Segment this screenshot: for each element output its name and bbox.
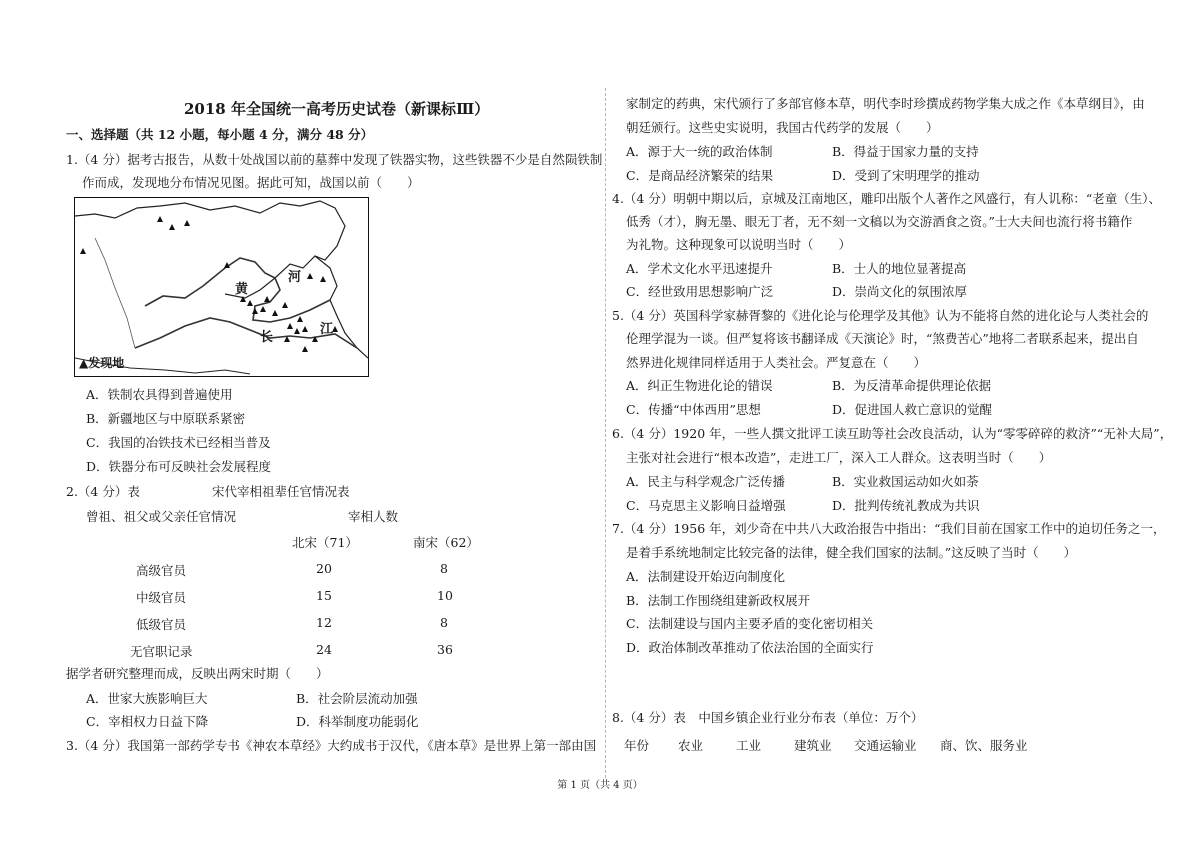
- q6-option-d: D．批判传统礼教成为共识: [832, 498, 980, 513]
- q2-option-d: D．科举制度功能弱化: [296, 714, 419, 729]
- q2-col-south: 南宋（62）: [413, 535, 479, 550]
- q2-after-text: 据学者研究整理而成，反映出两宋时期（ ）: [66, 666, 329, 681]
- q2-row-label: 高级官员: [136, 563, 187, 578]
- q3-stem-line2: 家制定的药典，宋代颁行了多部官修本草，明代李时珍撰成药物学集大成之作《本草纲目》，由: [626, 96, 1145, 111]
- q4-stem-line2: 低秀（才），胸无墨、眼无丁者，无不刻一文稿以为交游酒食之资。”士大夫间也流行将书籍作: [626, 214, 1133, 229]
- q7-option-a: A．法制建设开始迈向制度化: [626, 569, 786, 584]
- q3-option-d: D．受到了宋明理学的推动: [832, 168, 980, 183]
- q6-option-a: A．民主与科学观念广泛传播: [626, 474, 786, 489]
- q2-option-a: A．世家大族影响巨大: [86, 691, 208, 706]
- q6-option-c: C．马克思主义影响日益增强: [626, 498, 786, 513]
- q2-row-south: 8: [440, 615, 448, 630]
- q5-stem-line3: 然界进化规律同样适用于人类社会。严复意在（ ）: [626, 355, 927, 370]
- q8-header-commerce: 商、饮、服务业: [940, 738, 1028, 753]
- page-title: 2018 年全国统一高考历史试卷（新课标Ⅲ）: [184, 100, 490, 118]
- q8-header-industry: 工业: [736, 738, 762, 753]
- q2-header-left: 曾祖、祖父或父亲任官情况: [86, 509, 237, 524]
- q5-option-d: D．促进国人救亡意识的觉醒: [832, 402, 993, 417]
- map-label-he: 河: [288, 270, 302, 285]
- q6-option-b: B．实业救国运动如火如荼: [832, 474, 979, 489]
- q5-option-b: B．为反清革命提供理论依据: [832, 378, 992, 393]
- q5-option-c: C．传播“中体西用”思想: [626, 402, 761, 417]
- q2-row-south: 36: [437, 642, 453, 657]
- q7-stem-line2: 是着手系统地制定比较完备的法律，健全我们国家的法制。”这反映了当时（ ）: [626, 545, 1077, 560]
- q2-row-label: 中级官员: [136, 590, 187, 605]
- q3-option-c: C．是商品经济繁荣的结果: [626, 168, 774, 183]
- q2-row-label: 低级官员: [136, 617, 187, 632]
- q5-option-a: A．纠正生物进化论的错误: [626, 378, 773, 393]
- q6-stem-line1: 6.（4 分）1920 年，一些人撰文批评工读互助等社会改良活动，认为“零零碎碎的救济”“无补大局”，: [612, 426, 1173, 441]
- q6-stem-line2: 主张对社会进行“根本改造”，走进工厂，深入工人群众。这表明当时（ ）: [626, 450, 1052, 465]
- q8-header-transport: 交通运输业: [854, 738, 917, 753]
- q5-stem-line2: 伦理学混为一谈。但严复将该书翻译成《天演论》时，“煞费苦心”地将二者联系起来，提出自: [626, 331, 1139, 346]
- q3-option-b: B．得益于国家力量的支持: [832, 144, 979, 159]
- map-label-huang: 黄: [235, 282, 249, 297]
- q3-stem-line1: 3.（4 分）我国第一部药学专书《神农本草经》大约成书于汉代，《唐本草》是世界上第一部由国: [66, 738, 597, 753]
- q1-stem-line1: 1.（4 分）据考古报告，从数十处战国以前的墓葬中发现了铁器实物，这些铁器不少是自然陨铁制: [66, 152, 603, 167]
- q4-option-a: A．学术文化水平迅速提升: [626, 261, 773, 276]
- q8-stem: 8.（4 分）表 中国乡镇企业行业分布表（单位：万个）: [612, 710, 924, 725]
- q2-option-c: C．宰相权力日益下降: [86, 714, 209, 729]
- q4-option-c: C．经世致用思想影响广泛: [626, 284, 774, 299]
- q7-option-d: D．政治体制改革推动了依法治国的全面实行: [626, 640, 874, 655]
- q2-option-b: B．社会阶层流动加强: [296, 691, 418, 706]
- q8-header-construction: 建筑业: [794, 738, 832, 753]
- iron-finds-map: [74, 197, 369, 377]
- q2-row-label: 无官职记录: [130, 644, 193, 659]
- q1-option-d: D．铁器分布可反映社会发展程度: [86, 459, 272, 474]
- q2-row-south: 10: [437, 588, 453, 603]
- q2-row-north: 15: [316, 588, 332, 603]
- q2-row-north: 12: [316, 615, 332, 630]
- q4-stem-line1: 4.（4 分）明朝中期以后，京城及江南地区，雕印出版个人著作之风盛行，有人讥称：“老童（生）、: [612, 191, 1161, 206]
- map-label-chang: 长: [260, 330, 274, 345]
- column-divider: [605, 88, 606, 778]
- q2-stem: 2.（4 分）表: [66, 484, 140, 499]
- map-legend: ▲发现地: [79, 356, 125, 370]
- q1-stem-line2: 作而成，发现地分布情况见图。据此可知，战国以前（ ）: [82, 175, 420, 190]
- q1-option-b: B．新疆地区与中原联系紧密: [86, 411, 246, 426]
- q1-option-a: A．铁制农具得到普遍使用: [86, 387, 233, 402]
- q1-option-c: C．我国的冶铁技术已经相当普及: [86, 435, 271, 450]
- q2-row-south: 8: [440, 561, 448, 576]
- q5-stem-line1: 5.（4 分）英国科学家赫胥黎的《进化论与伦理学及其他》认为不能将自然的进化论与人类社会的: [612, 308, 1149, 323]
- q4-option-b: B．士人的地位显著提高: [832, 261, 967, 276]
- q7-stem-line1: 7.（4 分）1956 年，刘少奇在中共八大政治报告中指出：“我们目前在国家工作中的迫切任务之一，: [612, 521, 1166, 536]
- q2-row-north: 24: [316, 642, 332, 657]
- q8-header-year: 年份: [624, 738, 650, 753]
- q8-header-agriculture: 农业: [678, 738, 704, 753]
- q7-option-c: C．法制建设与国内主要矛盾的变化密切相关: [626, 616, 874, 631]
- q3-option-a: A．源于大一统的政治体制: [626, 144, 773, 159]
- q2-row-north: 20: [316, 561, 332, 576]
- q2-table-title: 宋代宰相祖辈任官情况表: [212, 484, 350, 499]
- q4-stem-line3: 为礼物。这种现象可以说明当时（ ）: [626, 237, 852, 252]
- map-outline: [75, 198, 368, 376]
- map-label-jiang: 江: [320, 322, 334, 337]
- page-footer: 第 1 页（共 4 页）: [557, 780, 643, 791]
- q4-option-d: D．崇尚文化的氛围浓厚: [832, 284, 968, 299]
- section-heading: 一、选择题（共 12 小题，每小题 4 分，满分 48 分）: [66, 127, 374, 142]
- q7-option-b: B．法制工作围绕组建新政权展开: [626, 593, 811, 608]
- q3-stem-line3: 朝廷颁行。这些史实说明，我国古代药学的发展（ ）: [626, 120, 939, 135]
- q2-col-north: 北宋（71）: [292, 535, 358, 550]
- q2-header-right: 宰相人数: [348, 509, 399, 524]
